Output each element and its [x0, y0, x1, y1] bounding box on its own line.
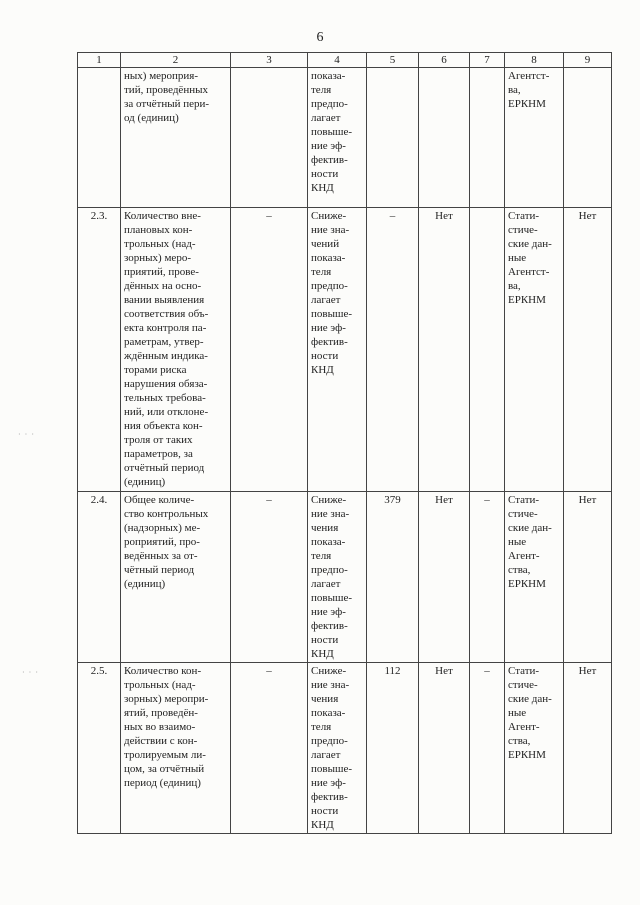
indicators-table — [77, 52, 612, 834]
cell-col-8: Стати- стиче- ские дан- ные Агентст- ва, ЕРКНМ — [505, 208, 564, 492]
table-row — [78, 663, 612, 834]
cell-col-6 — [419, 68, 470, 208]
cell-col-7: – — [470, 492, 505, 663]
column-header: 8 — [505, 53, 564, 68]
scan-mark: · · · — [22, 668, 39, 677]
column-header: 2 — [121, 53, 231, 68]
column-header: 7 — [470, 53, 505, 68]
cell-col-8: Стати- стиче- ские дан- ные Агент- ства, ЕРКНМ — [505, 663, 564, 834]
cell-col-4: показа- теля предпо- лагает повыше- ние эф- фектив- ности КНД — [308, 68, 367, 208]
cell-col-8: Стати- стиче- ские дан- ные Агент- ства, ЕРКНМ — [505, 492, 564, 663]
cell-col-6: Нет — [419, 208, 470, 492]
cell-col-4: Сниже- ние зна- чения показа- теля предпо- лагает повыше- ние эф- фектив- ности КНД — [308, 492, 367, 663]
column-header: 3 — [231, 53, 308, 68]
column-header: 4 — [308, 53, 367, 68]
cell-col-4: Сниже- ние зна- чения показа- теля предпо- лагает повыше- ние эф- фектив- ности КНД — [308, 663, 367, 834]
column-header: 1 — [78, 53, 121, 68]
row-number — [78, 68, 121, 208]
table-row — [78, 492, 612, 663]
cell-col-5: 379 — [367, 492, 419, 663]
cell-col-9: Нет — [564, 208, 612, 492]
cell-col-3: – — [231, 492, 308, 663]
row-number: 2.3. — [78, 208, 121, 492]
scan-mark: · · · — [18, 430, 35, 439]
cell-col-6: Нет — [419, 663, 470, 834]
cell-col-3: – — [231, 208, 308, 492]
table-row — [78, 208, 612, 492]
table-header-row — [78, 53, 612, 68]
indicator-name: Количество вне- плановых кон- трольных (над- зорных) меро- приятий, прове- дённых на осно- вании выявления соответствия объ- екта контроля па- раметрам, утвер- ждённым индика- торами риска нарушения обяза- тельных требова- ний, или отклоне- ния объекта кон- троля от таких параметров, за отчётный период (единиц) — [121, 208, 231, 492]
cell-col-3 — [231, 68, 308, 208]
cell-col-4: Сниже- ние зна- чений показа- теля предпо- лагает повыше- ние эф- фектив- ности КНД — [308, 208, 367, 492]
cell-col-8: Агентст- ва, ЕРКНМ — [505, 68, 564, 208]
indicator-name: ных) мероприя- тий, проведённых за отчётный пери- од (единиц) — [121, 68, 231, 208]
indicator-name: Общее количе- ство контрольных (надзорных) ме- роприятий, про- ведённых за от- чётный период (единиц) — [121, 492, 231, 663]
cell-col-7 — [470, 68, 505, 208]
cell-col-3: – — [231, 663, 308, 834]
cell-col-6: Нет — [419, 492, 470, 663]
cell-col-9: Нет — [564, 663, 612, 834]
column-header: 5 — [367, 53, 419, 68]
row-number: 2.5. — [78, 663, 121, 834]
cell-col-7 — [470, 208, 505, 492]
cell-col-7: – — [470, 663, 505, 834]
indicator-name: Количество кон- трольных (над- зорных) меропри- ятий, проведён- ных во взаимо- действии с кон- тролируемым ли- цом, за отчётный период (единиц) — [121, 663, 231, 834]
page-number: 6 — [316, 30, 324, 45]
column-header: 6 — [419, 53, 470, 68]
cell-col-9: Нет — [564, 492, 612, 663]
cell-col-5: – — [367, 208, 419, 492]
column-header: 9 — [564, 53, 612, 68]
cell-col-9 — [564, 68, 612, 208]
cell-col-5 — [367, 68, 419, 208]
cell-col-5: 112 — [367, 663, 419, 834]
row-number: 2.4. — [78, 492, 121, 663]
table-row — [78, 68, 612, 208]
